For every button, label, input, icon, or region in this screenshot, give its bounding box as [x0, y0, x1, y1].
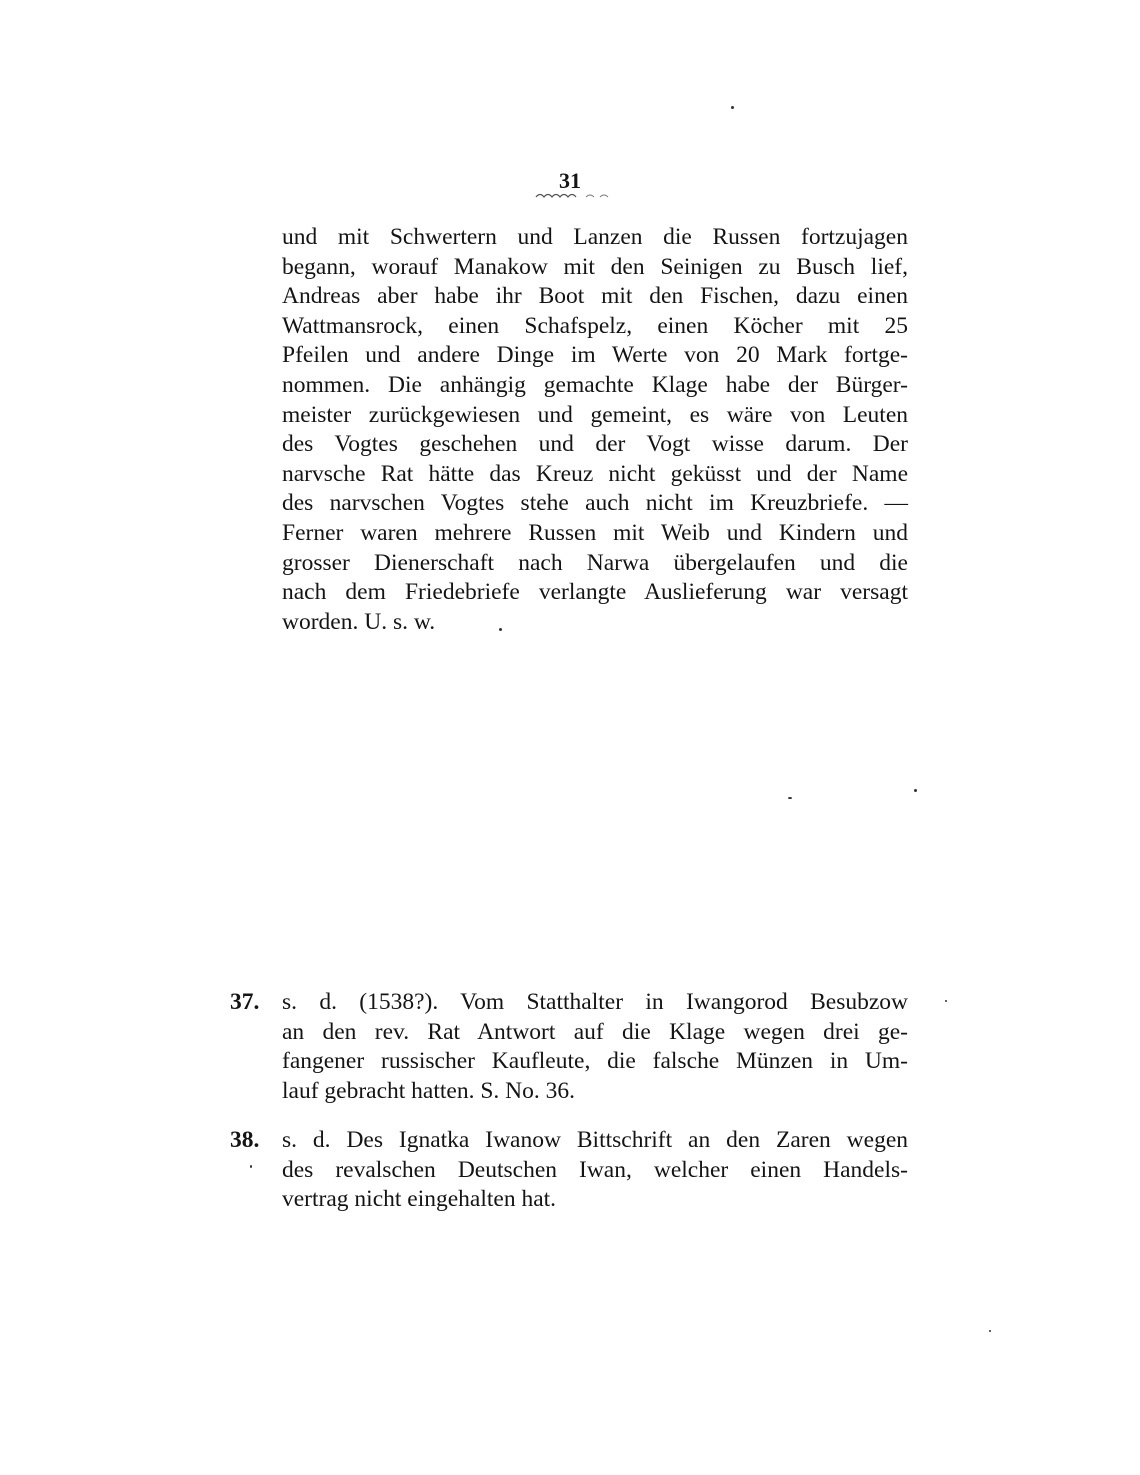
scan-speck — [788, 797, 792, 799]
text-line: Pfeilen und andere Dinge im Werte von 20 Mark fortge- — [282, 342, 908, 369]
text-line: s. d. (1538?). Vom Statthalter in Iwangorod Besubzow — [282, 989, 908, 1015]
scan-speck — [250, 1165, 252, 1168]
page-number-ornament — [532, 190, 622, 200]
scan-speck — [731, 106, 734, 109]
text-line: begann, worauf Manakow mit den Seinigen zu Busch lief, — [282, 253, 908, 280]
continuation-paragraph — [282, 223, 908, 637]
text-line: und mit Schwertern und Lanzen die Russen fortzujagen — [282, 224, 908, 250]
text-line: nommen. Die anhängig gemachte Klage habe der Bürger- — [282, 371, 908, 398]
entry-number: 38. — [230, 1127, 260, 1153]
text-line: worden. U. s. w. — [282, 608, 436, 635]
scan-speck — [914, 789, 917, 792]
text-line: vertrag nicht eingehalten hat. — [282, 1186, 557, 1213]
text-line: des Vogtes geschehen und der Vogt wisse darum. Der — [282, 431, 908, 458]
text-line: des narvschen Vogtes stehe auch nicht im Kreuzbriefe. — — [282, 490, 908, 517]
text-line: meister zurückgewiesen und gemeint, es wäre von Leuten — [282, 401, 908, 428]
scan-speck — [499, 628, 502, 631]
text-line: des revalschen Deutschen Iwan, welcher einen Handels- — [282, 1156, 908, 1183]
text-line: narvsche Rat hätte das Kreuz nicht geküsst und der Name — [282, 460, 908, 487]
text-line: Andreas aber habe ihr Boot mit den Fischen, dazu einen — [282, 283, 908, 310]
text-line: Ferner waren mehrere Russen mit Weib und Kindern und — [282, 519, 908, 546]
entry-text — [282, 1126, 908, 1215]
text-line: grosser Dienerschaft nach Narwa übergelaufen und die — [282, 549, 908, 576]
scan-speck — [945, 1000, 947, 1002]
text-line: Wattmansrock, einen Schafspelz, einen Köcher mit 25 — [282, 312, 908, 339]
text-line: lauf gebracht hatten. S. No. 36. — [282, 1077, 576, 1104]
text-line: an den rev. Rat Antwort auf die Klage wegen drei ge- — [282, 1018, 908, 1045]
page-number: 31 — [559, 168, 581, 193]
entry-number: 37. — [230, 989, 260, 1015]
scan-speck — [989, 1330, 991, 1332]
text-line: fangener russischer Kaufleute, die falsche Münzen in Um- — [282, 1048, 908, 1075]
text-line: nach dem Friedebriefe verlangte Auslieferung war versagt — [282, 579, 908, 606]
entry-text — [282, 988, 908, 1106]
text-line: s. d. Des Ignatka Iwanow Bittschrift an den Zaren wegen — [282, 1127, 908, 1153]
